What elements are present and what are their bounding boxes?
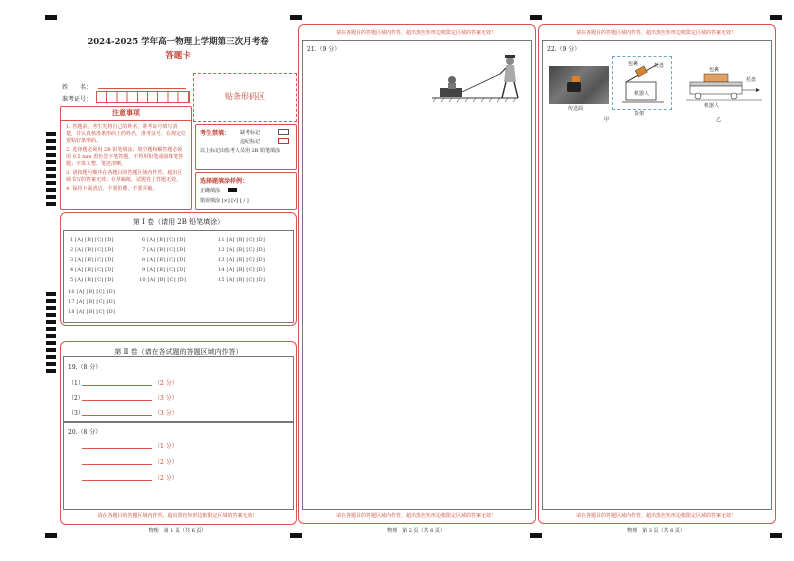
page-footer: 物理 第 2 页（共 6 页） xyxy=(387,528,445,534)
question-choice[interactable]: 3 [A] [B] [C] [D] xyxy=(70,257,114,263)
question-choice[interactable]: 2 [A] [B] [C] [D] xyxy=(70,247,114,253)
question-choice[interactable]: 18 [A] [B] [C] [D] xyxy=(68,309,116,315)
corner-mark xyxy=(290,15,302,20)
question-choice[interactable]: 10 [A] [B] [C] [D] xyxy=(139,277,187,283)
q19-part-score: （3 分） xyxy=(154,395,178,402)
section2-title: 第 Ⅱ 卷（请在各试题的答题区域内作答） xyxy=(114,348,243,356)
robot-photo-shape xyxy=(567,82,581,92)
q22-label: 包裹 xyxy=(628,61,639,67)
warning-text: 请在各题目的答题区域内作答，超出黑色矩形边框限定区域的答案无效！ xyxy=(97,513,258,519)
q22-label: 乙 xyxy=(716,117,722,123)
name-label: 姓 名： xyxy=(62,84,93,91)
question-choice[interactable]: 14 [A] [B] [C] [D] xyxy=(218,267,266,273)
q19-part-label: （1） xyxy=(68,380,84,387)
barcode-area: 贴条形码区 xyxy=(193,73,297,122)
q19-title: 19.（8 分） xyxy=(68,364,102,371)
exam-title: 2024-2025 学年高一物理上学期第三次月考卷 xyxy=(87,37,269,47)
fill-correct-sample xyxy=(228,188,237,192)
q19-part-3-answer[interactable] xyxy=(82,415,152,416)
q20-score: （1 分） xyxy=(154,443,178,450)
forbidden-box xyxy=(195,124,297,170)
question-choice[interactable]: 13 [A] [B] [C] [D] xyxy=(218,257,266,263)
package-photo-shape xyxy=(572,76,580,82)
question-choice[interactable]: 9 [A] [B] [C] [D] xyxy=(142,267,186,273)
question-choice[interactable]: 16 [A] [B] [C] [D] xyxy=(68,289,116,295)
corner-mark xyxy=(770,15,782,20)
q20-score: （2 分） xyxy=(154,459,178,466)
q22-figure-yi xyxy=(684,66,764,106)
q22-label: 包裹 xyxy=(709,67,720,73)
warning-text: 请在各题目的答题区域内作答，超出黑色矩形边框限定区域的答案无效！ xyxy=(575,513,736,519)
fill-example-box xyxy=(195,172,297,210)
notes-item: 2. 选择题必须用 2B 铅笔填涂；填空题和解答题必须用 0.5 mm 黑色签字笔答题，不得用铅笔或圆珠笔答题；字体工整、笔迹清晰。 xyxy=(66,147,184,167)
question-choice[interactable]: 5 [A] [B] [C] [D] xyxy=(70,277,114,283)
question-choice[interactable]: 12 [A] [B] [C] [D] xyxy=(218,247,266,253)
q20-answer-3[interactable] xyxy=(82,480,152,481)
absent-label: 缺考标记 xyxy=(240,130,261,136)
section1-title: 第 Ⅰ 卷（请用 2B 铅笔填涂） xyxy=(132,218,225,226)
page-footer: 物理 第 3 页（共 6 页） xyxy=(627,528,685,534)
q19-part-label: （3） xyxy=(68,410,84,417)
q22-label: 机器人 xyxy=(634,91,650,97)
id-label: 准考证号： xyxy=(62,96,93,103)
q19-part-score: （2 分） xyxy=(154,380,178,387)
corner-mark xyxy=(530,15,542,20)
question-choice[interactable]: 1 [A] [B] [C] [D] xyxy=(70,237,114,243)
fill-example-title: 选择题填涂样例： xyxy=(200,178,249,185)
q20-score: （2 分） xyxy=(154,475,178,482)
violation-checkbox[interactable] xyxy=(278,138,289,144)
violation-label: 违纪标记 xyxy=(240,139,261,145)
q21-title: 21.（9 分） xyxy=(307,46,341,53)
notes-box xyxy=(60,106,192,210)
q22-label: 托盘 xyxy=(654,63,665,69)
page-footer: 物理 第 1 页（共 6 页） xyxy=(148,528,207,534)
q19-part-1-answer[interactable] xyxy=(82,385,152,386)
question-choice[interactable]: 11 [A] [B] [C] [D] xyxy=(218,237,266,243)
q21-answer-area[interactable] xyxy=(302,40,532,510)
q22-label: 机器人 xyxy=(704,103,720,109)
question-choice[interactable]: 4 [A] [B] [C] [D] xyxy=(70,267,114,273)
card-title: 答题卡 xyxy=(165,51,191,61)
q20-answer-1[interactable] xyxy=(82,448,152,449)
absent-checkbox[interactable] xyxy=(278,129,289,135)
q19-part-2-answer[interactable] xyxy=(82,400,152,401)
q22-label: 货架 xyxy=(634,111,645,117)
q20-answer-2[interactable] xyxy=(82,464,152,465)
corner-mark xyxy=(45,533,57,538)
forbidden-label: 考生禁填： xyxy=(200,130,231,137)
notes-title: 注意事项 xyxy=(61,107,191,121)
q21-figure xyxy=(430,52,520,104)
question-choice[interactable]: 8 [A] [B] [C] [D] xyxy=(142,257,186,263)
q22-label: 甲 xyxy=(604,117,610,123)
q22-title: 22.（9 分） xyxy=(547,46,581,53)
notes-item: 3. 请按题号顺序在各题目的答题区域内作答，超出区域书写的答案无效；在草稿纸、试题卷上答题无效。 xyxy=(66,170,183,183)
notes-item: 1. 答题前，考生先将自己的姓名，准考证号填写清楚，并认真核准条形码上的姓名、准考证号，在规定位置贴好条形码。 xyxy=(66,124,187,144)
q22-label: 托盘 xyxy=(746,77,757,83)
question-choice[interactable]: 6 [A] [B] [C] [D] xyxy=(142,237,186,243)
notes-item: 4. 保持卡面清洁，不要折叠、不要弄破。 xyxy=(66,186,158,192)
q19-part-score: （3 分） xyxy=(154,410,178,417)
fill-correct-label: 正确填涂 xyxy=(200,188,221,194)
id-boxes[interactable] xyxy=(96,91,190,103)
corner-mark xyxy=(45,15,57,20)
name-field[interactable] xyxy=(98,88,186,89)
warning-text: 请在各题目的答题区域内作答，超出黑色矩形边框限定区域的答案无效！ xyxy=(335,513,496,519)
q19-part-label: （2） xyxy=(68,395,84,402)
warning-text: 请在各题目的答题区域内作答，超出黑色矩形边框限定区域的答案无效！ xyxy=(335,30,496,36)
forbidden-note: 以上标记由监考人员用 2B 铅笔填涂 xyxy=(200,148,281,154)
question-choice[interactable]: 15 [A] [B] [C] [D] xyxy=(218,277,266,283)
fill-wrong-label: 错误填涂 [×] [√] [ / ] xyxy=(200,198,249,204)
q22-label: 传送面 xyxy=(568,106,584,112)
question-choice[interactable]: 17 [A] [B] [C] [D] xyxy=(68,299,116,305)
q20-title: 20.（8 分） xyxy=(68,429,102,436)
warning-text: 请在各题目的答题区域内作答，超出黑色矩形边框限定区域的答案无效！ xyxy=(575,30,736,36)
question-choice[interactable]: 7 [A] [B] [C] [D] xyxy=(142,247,186,253)
